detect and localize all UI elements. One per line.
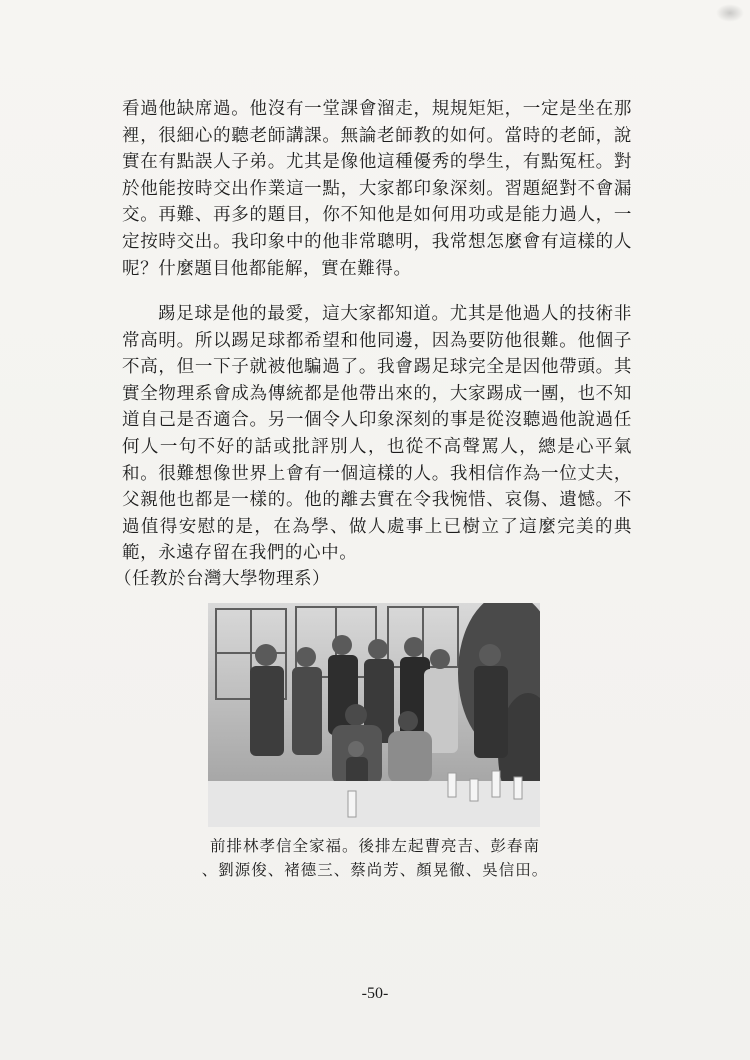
photo-caption-line-2: 、劉源俊、褚德三、蔡尚芳、顏晃徹、吳信田。 bbox=[201, 861, 549, 879]
body-paragraph-2: 踢足球是他的最愛，這大家都知道。尤其是他過人的技術非常高明。所以踢足球都希望和他同邊，因為要防他很難。他個子不高，但一下子就被他騙過了。我會踢足球完全是因他帶頭。其實全物理系會成為傳統都是他帶出來的，大家踢成一團，也不知道自己是否適合。另一個令人印象深刻的事是從沒聽過他說過任何人一句不好的話或批評別人，也從不高聲罵人，總是心平氣和。很難想像世界上會有一個這樣的人。我相信作為一位丈夫，父親他也都是一樣的。他的離去實在令我惋惜、哀傷、遺憾。不過值得安慰的是，在為學、做人處事上已樹立了這麼完美的典範，永遠存留在我們的心中。 bbox=[122, 304, 632, 564]
scan-artifact bbox=[716, 4, 744, 22]
author-affiliation: （任教於台灣大學物理系） bbox=[114, 569, 330, 589]
group-photo-illustration bbox=[208, 603, 540, 827]
page-number: -50- bbox=[361, 985, 389, 1002]
group-photo bbox=[208, 603, 540, 827]
photo-caption-line-1: 前排林孝信全家福。後排左起曹亮吉、彭春南 bbox=[209, 837, 540, 855]
body-paragraph-1: 看過他缺席過。他沒有一堂課會溜走，規規矩矩，一定是坐在那裡，很細心的聽老師講課。無論老師教的如何。當時的老師，說實在有點誤人子弟。尤其是像他這種優秀的學生，有點冤枉。對於他能按時交出作業這一點，大家都印象深刻。習題絕對不會漏交。再難、再多的題目，你不知他是如何用功或是能力過人，一定按時交出。我印象中的他非常聰明，我常想怎麼會有這樣的人呢？什麼題目他都能解，實在難得。 bbox=[122, 99, 632, 279]
